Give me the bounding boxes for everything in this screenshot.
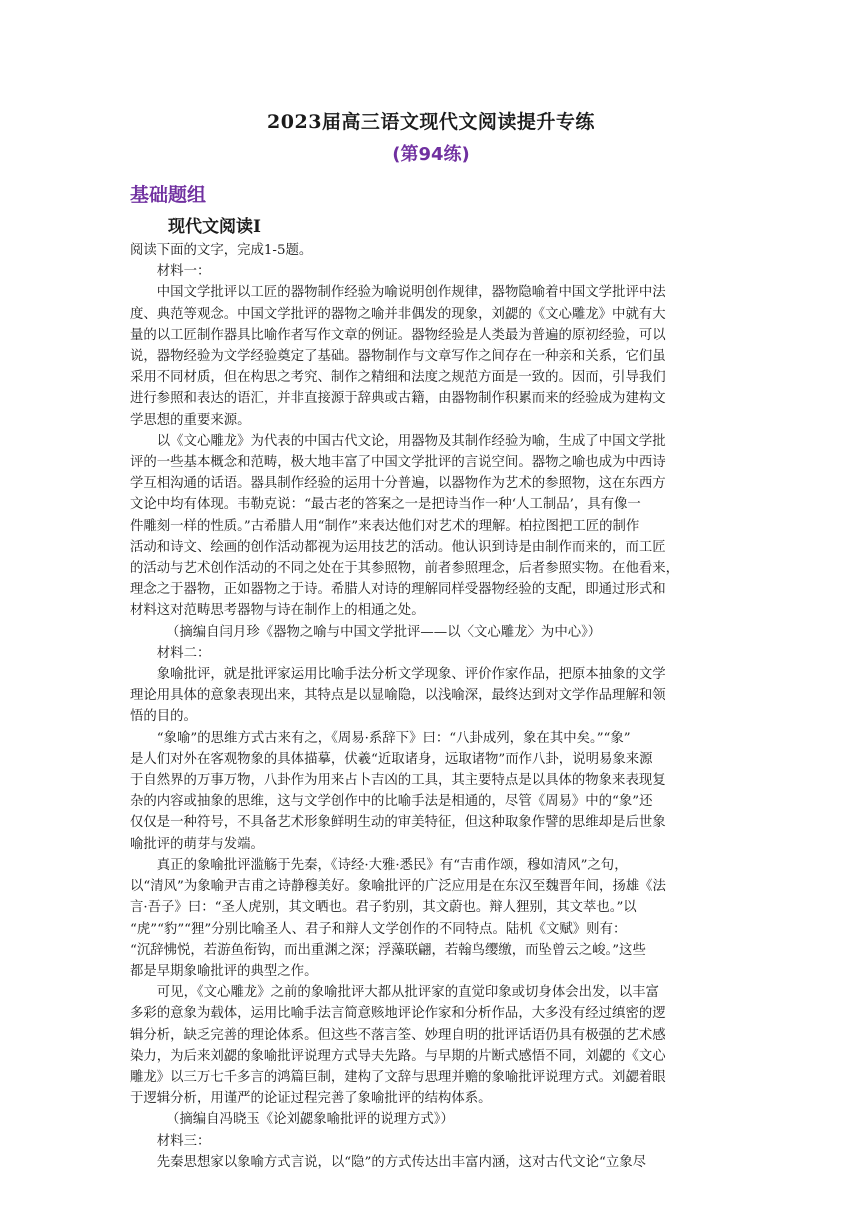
text-line: 的活动与艺术创作活动的不同之处在于其参照物，前者参照理念，后者参照实物。在他看来， [130,561,680,577]
text-line: 活动和诗文、绘画的创作活动都视为运用技艺的活动。他认识到诗是由制作而来的，而工匠 [130,539,666,555]
material-two-paragraph-2 [130,728,732,855]
text-line: 是人们对外在客观物象的具体描摹，伏羲“近取诸身，远取诸物”而作八卦，说明易象来源 [130,751,653,767]
text-line: 辑分析，缺乏完善的理论体系。但这些不落言筌、妙理自明的批评话语仍具有极强的艺术感 [130,1027,666,1043]
text-line: 都是早期象喻批评的典型之作。 [130,963,318,979]
section-heading: 基础题组 [130,184,207,206]
text-line: 学思想的重要来源。 [130,412,251,428]
material-two-source: （摘编自冯晓玉《论刘勰象喻批评的说理方式》） [166,1112,454,1128]
text-line: 文论中均有体现。韦勒克说：“最古老的答案之一是把诗当作一种‘人工制品’，具有像一 [130,497,641,513]
document-title: 2023届高三语文现代文阅读提升专练 [267,111,595,133]
text-line: 仅仅是一种符号，不具备艺术形象鲜明生动的审美特征，但这种取象作譬的思维却是后世象 [130,815,666,831]
text-line: 学互相沟通的话语。器具制作经验的运用十分普遍，以器物作为艺术的参照物，这在东西方 [130,476,666,492]
text-line: 雕龙》以三万七千多言的鸿篇巨制，建构了文辞与思理并赡的象喻批评说理方式。刘勰着眼 [130,1069,666,1085]
text-line: 多彩的意象为载体，运用比喻手法言简意赅地评论作家和分析作品，大多没有经过缜密的逻 [130,1006,666,1022]
text-line: 杂的内容或抽象的思维，这与文学创作中的比喻手法是相通的，尽管《周易》中的“象”还 [130,794,653,810]
text-line: 染力，为后来刘勰的象喻批评说理方式导夫先路。与早期的片断式感悟不同，刘勰的《文心 [130,1048,666,1064]
text-line: 悟的目的。 [130,709,197,725]
text-line: 真正的象喻批评滥觞于先秦，《诗经·大雅·悉民》有“吉甫作颂，穆如清风”之句， [156,857,628,873]
text-line: 理念之于器物，正如器物之于诗。希腊人对诗的理解同样受器物经验的支配，即通过形式和 [130,582,666,598]
subsection-heading: 现代文阅读Ⅰ [168,217,261,237]
text-line: 可见，《文心雕龙》之前的象喻批评大都从批评家的直觉印象或切身体会出发，以丰富 [156,985,659,1001]
text-line: “沉辞怫悦，若游鱼衔钩，而出重渊之深；浮藻联翩，若翰鸟缨缴，而坠曾云之峻。”这些 [130,942,646,958]
text-line: 理论用具体的意象表现出来，其特点是以显喻隐，以浅喻深，最终达到对文学作品理解和领 [130,688,666,704]
document-subtitle: (第94练) [392,144,470,165]
text-line: 进行参照和表达的语汇，并非直接源于辞典或古籍，由器物制作积累而来的经验成为建构文 [130,391,666,407]
text-line: 先秦思想家以象喻方式言说，以“隐”的方式传达出丰富内涵，这对古代文论“立象尽 [156,1154,647,1170]
instruction-text: 阅读下面的文字，完成1-5题。 [130,243,313,258]
text-line: 件雕刻一样的性质。”古希腊人用“制作”来表达他们对艺术的理解。柏拉图把工匠的制作 [130,518,640,534]
text-line: 度、典范等观念。中国文学批评的器物之喻并非偶发的现象，刘勰的《文心雕龙》中就有大 [130,306,666,322]
material-two-paragraph-3 [130,855,732,982]
text-line: 说，器物经验为文学经验奠定了基础。器物制作与文章写作之间存在一种亲和关系，它们虽 [130,349,666,365]
material-one-label: 材料一： [156,264,211,280]
text-line: 采用不同材质，但在构思之考究、制作之精细和法度之规范方面是一致的。因而，引导我们 [130,370,666,386]
text-line: 喻批评的萌芽与发端。 [130,836,264,852]
text-line: 于逻辑分析，用谨严的论证过程完善了象喻批评的结构体系。 [130,1091,492,1107]
material-one-paragraph-2 [130,431,732,622]
material-three-paragraph-1 [130,1152,732,1173]
text-line: 量的以工匠制作器具比喻作者写作文章的例证。器物经验是人类最为普遍的原初经验，可以 [130,327,666,343]
material-one-paragraph-1 [130,282,732,430]
text-line: 中国文学批评以工匠的器物制作经验为喻说明创作规律，器物隐喻着中国文学批评中法 [156,285,666,301]
material-two-paragraph-1 [130,664,732,728]
text-line: 以《文心雕龙》为代表的中国古代文论，用器物及其制作经验为喻，生成了中国文学批 [156,433,666,449]
material-two-paragraph-4 [130,982,732,1109]
text-line: 评的一些基本概念和范畴，极大地丰富了中国文学批评的言说空间。器物之喻也成为中西诗 [130,455,666,471]
text-line: 于自然界的万事万物，八卦作为用来占卜吉凶的工具，其主要特点是以具体的物象来表现复 [130,773,666,789]
text-line: 言·吾子》曰：“圣人虎别，其文晒也。君子豹别，其文蔚也。辩人狸别，其文萃也。”以 [130,900,637,916]
material-three-label: 材料三： [156,1133,211,1149]
text-line: 象喻批评，就是批评家运用比喻手法分析文学现象、评价作家作品，把原本抽象的文学 [156,667,666,683]
text-line: “虎”“豹”“狸”分别比喻圣人、君子和辩人文学创作的不同特点。陆机《文赋》则有： [130,921,627,937]
material-two-label: 材料二： [156,645,211,661]
text-line: 以“清风”为象喻尹吉甫之诗静穆美好。象喻批评的广泛应用是在东汉至魏晋年间，扬雄《法 [130,879,666,895]
text-line: “象喻”的思维方式古来有之，《周易·系辞下》曰：“八卦成列，象在其中矣。”“象” [156,730,631,746]
text-line: 材料这对范畴思考器物与诗在制作上的相通之处。 [130,603,425,619]
material-one-source: （摘编自闫月珍《器物之喻与中国文学批评——以〈文心雕龙〉为中心》） [166,624,602,640]
